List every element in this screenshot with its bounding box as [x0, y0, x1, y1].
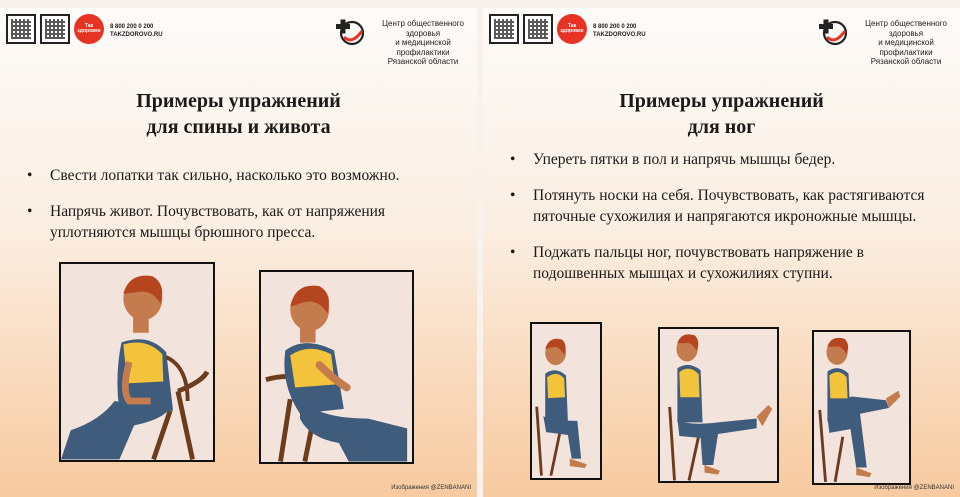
woman-sitting-illustration-icon — [814, 332, 909, 483]
list-item: • Упереть пятки в пол и напрячь мышцы бедер. — [510, 151, 836, 168]
title-line: Примеры упражнений — [136, 90, 341, 112]
health-center-logo-icon — [334, 18, 366, 46]
list-item: • Поджать пальцы ног, почувствовать напряжение в подошвенных мышцах и сухожилиях ступни. — [510, 243, 864, 282]
qr-code-icon — [523, 14, 553, 44]
page-title — [0, 88, 477, 140]
list-item-text: Поджать пальцы ног, почувствовать напряжение в подошвенных мышцах и сухожилиях ступни. — [533, 243, 864, 282]
org-name-line: Центр общественного здоровья — [382, 19, 464, 38]
list-item-text: Упереть пятки в пол и напрячь мышцы бедер. — [533, 151, 836, 168]
exercise-list — [24, 166, 454, 259]
org-name-line: Рязанской области — [387, 57, 459, 67]
hotline-number: 8 800 200 0 200 — [110, 24, 154, 30]
title-line: для ног — [687, 116, 756, 138]
page-title — [483, 88, 960, 140]
woman-sitting-illustration-icon — [61, 264, 213, 460]
header-strip — [483, 8, 960, 67]
woman-sitting-illustration-icon — [532, 324, 600, 478]
list-item: • Напрячь живот. Почувствовать, как от напряжения уплотняются мышцы брюшного пресса. — [27, 202, 386, 241]
site-url: TAKZDOROVO.RU — [110, 31, 163, 38]
exercise-list — [507, 150, 937, 300]
hotline-number: 8 800 200 0 200 — [593, 24, 637, 30]
org-name-line: и медицинской профилактики — [878, 38, 934, 57]
list-item: • Свести лопатки так сильно, насколько это возможно. — [27, 167, 400, 184]
card-legs — [483, 8, 960, 497]
title-line: для спины и живота — [146, 116, 331, 138]
qr-code-icon — [6, 14, 36, 44]
promo-logo: Так здоровее — [557, 14, 587, 44]
hotline-text — [593, 24, 646, 40]
qr-code-icon — [40, 14, 70, 44]
org-name-line: Центр общественного здоровья — [865, 19, 947, 38]
list-item-text: Свести лопатки так сильно, насколько это возможно. — [50, 167, 400, 184]
site-url: TAKZDOROVO.RU — [593, 31, 646, 38]
title-line: Примеры упражнений — [619, 90, 824, 112]
list-item-text: Напрячь живот. Почувствовать, как от напряжения уплотняются мышцы брюшного пресса. — [50, 202, 386, 241]
image-credit: Изображения @ZENBANANI — [391, 485, 471, 491]
illustration-toes-curl — [812, 330, 911, 485]
org-name-line: Рязанской области — [870, 57, 942, 67]
illustration-shoulder-blades — [59, 262, 215, 462]
image-credit: Изображения @ZENBANANI — [874, 485, 954, 491]
org-name-line: и медицинской профилактики — [395, 38, 451, 57]
woman-sitting-illustration-icon — [660, 329, 777, 481]
header-strip — [0, 8, 477, 67]
org-name — [852, 19, 960, 67]
list-item: • Потянуть носки на себя. Почувствовать, как растягиваются пяточные сухожилия и напрягаются икроножные мышцы. — [510, 186, 925, 225]
qr-code-icon — [489, 14, 519, 44]
card-back-abs — [0, 8, 477, 497]
health-center-logo-icon — [817, 18, 849, 46]
hotline-text — [110, 24, 163, 40]
illustration-abs — [259, 270, 414, 464]
illustration-toes-up — [658, 327, 779, 483]
promo-logo: Так здоровее — [74, 14, 104, 44]
woman-sitting-illustration-icon — [261, 272, 412, 462]
org-name — [369, 19, 477, 67]
illustration-heels — [530, 322, 602, 480]
list-item-text: Потянуть носки на себя. Почувствовать, как растягиваются пяточные сухожилия и напрягаются икроножные мышцы. — [533, 186, 925, 225]
